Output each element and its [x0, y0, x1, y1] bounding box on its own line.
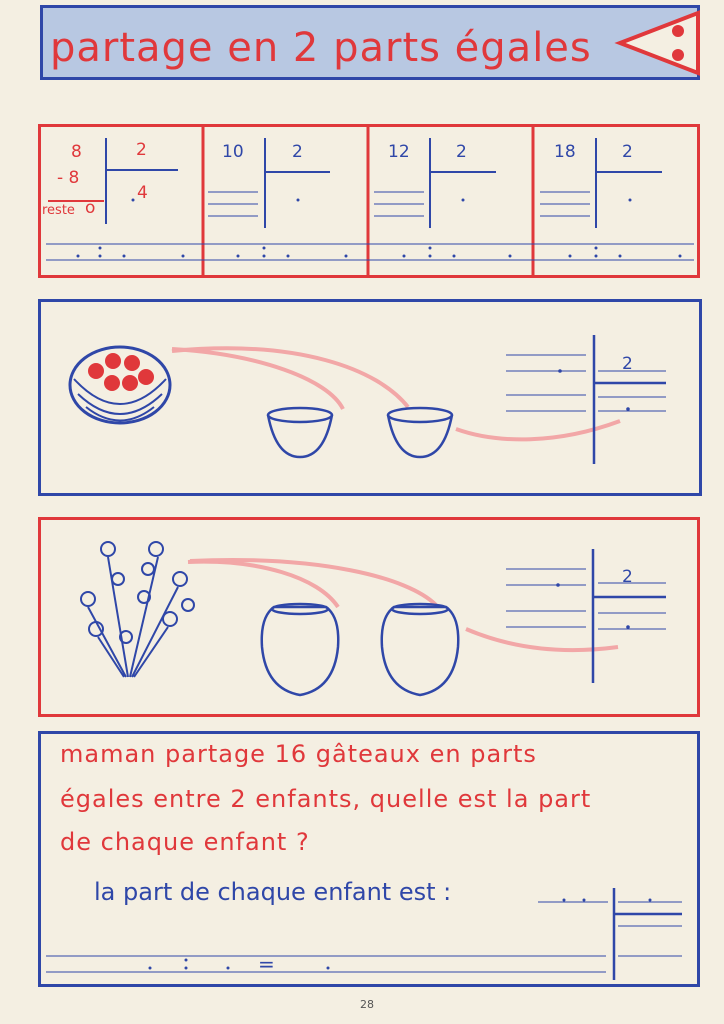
- bowl-icon: [268, 408, 452, 457]
- flower-divisor: 2: [622, 567, 633, 587]
- colon-triangle-icon: [612, 10, 700, 76]
- cell3-divisor: 2: [456, 142, 467, 162]
- cell1-quotient: 4: [137, 183, 148, 203]
- flower-illustration: [38, 517, 700, 717]
- vase-icon: [262, 604, 459, 695]
- problem-line-1: maman partage 16 gâteaux en parts: [60, 740, 537, 768]
- flower-bouquet-icon: [81, 542, 194, 677]
- answer-lines: [38, 880, 700, 990]
- cell1-remainder-label: reste: [42, 203, 75, 218]
- fruit-divisor: 2: [622, 354, 633, 374]
- page-title: partage en 2 parts égales: [50, 25, 592, 71]
- cell3-dividend: 12: [388, 142, 410, 162]
- basket-icon: [70, 347, 170, 423]
- cell4-divisor: 2: [622, 142, 633, 162]
- page-number: 28: [360, 998, 374, 1011]
- cell1-subtract: - 8: [57, 168, 80, 188]
- cell1-dividend: 8: [71, 142, 82, 162]
- problem-line-2: égales entre 2 enfants, quelle est la part: [60, 785, 592, 813]
- cell2-dividend: 10: [222, 142, 244, 162]
- problem-line-3: de chaque enfant ?: [60, 828, 310, 856]
- cell2-divisor: 2: [292, 142, 303, 162]
- cell1-remainder: o: [85, 198, 96, 218]
- fruit-illustration: [38, 299, 702, 496]
- answer-label: la part de chaque enfant est :: [94, 878, 452, 906]
- cell1-divisor: 2: [136, 140, 147, 160]
- answer-equals: =: [258, 952, 275, 976]
- cell4-dividend: 18: [554, 142, 576, 162]
